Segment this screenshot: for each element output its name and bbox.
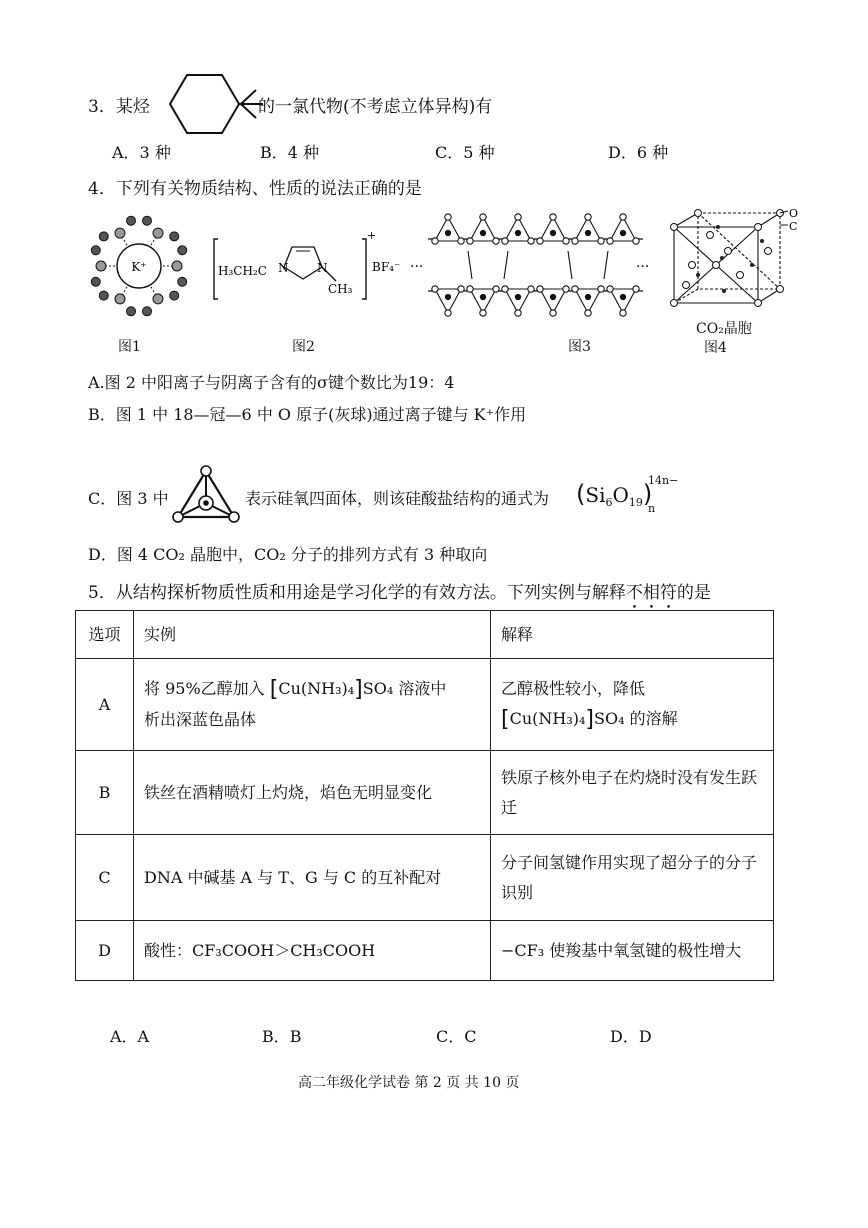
oxygen-atom xyxy=(537,286,543,292)
oxygen-atom xyxy=(572,286,578,292)
oxygen-atom xyxy=(620,310,626,316)
oxygen-atom xyxy=(458,238,464,244)
crown-atom xyxy=(178,277,187,286)
oxygen-atom xyxy=(528,286,534,292)
q3-option-a[interactable]: A．3 种 xyxy=(112,143,171,162)
silicon-atom xyxy=(550,230,555,235)
coordination-line xyxy=(151,237,156,245)
q3-stem xyxy=(88,92,150,117)
silicon-atom xyxy=(620,230,625,235)
crown-atom xyxy=(172,261,182,271)
silicon-atom xyxy=(445,230,450,235)
row-a-ex3: 析出深蓝色晶体 xyxy=(144,710,257,729)
crown-atom xyxy=(91,277,100,286)
fig3-label: 图3 xyxy=(568,339,591,355)
crown-atom xyxy=(178,246,187,255)
crown-atom xyxy=(142,307,151,316)
oxygen-atom xyxy=(480,310,486,316)
header-explanation: 解释 xyxy=(491,611,774,659)
figure-3-silicate-chain xyxy=(408,205,658,327)
q4-c-pre: C．图 3 中 xyxy=(88,489,169,508)
crown-atom xyxy=(115,294,125,304)
fig3-dots-left: ··· xyxy=(410,259,424,275)
oxygen-atom xyxy=(550,214,556,220)
row-b-example: 铁丝在酒精喷灯上灼烧，焰色无明显变化 xyxy=(134,751,491,835)
q4-c-post: 表示硅氧四面体，则该硅酸盐结构的通式为 xyxy=(245,489,550,508)
row-b-option: B xyxy=(76,751,134,835)
crown-atom xyxy=(115,228,125,238)
row-a-exp2: SO₄ 的溶解 xyxy=(594,709,678,728)
crown-atom xyxy=(153,294,163,304)
crown-atom xyxy=(170,232,179,241)
formula-o-n: 19 xyxy=(628,496,643,509)
figure-4-co2-cell xyxy=(662,205,802,317)
q3-option-c[interactable]: C．5 种 xyxy=(435,143,495,162)
header-example: 实例 xyxy=(134,611,491,659)
q5-option-c[interactable]: C．C xyxy=(436,1027,477,1046)
crown-atom xyxy=(99,291,108,300)
fig2-n1: N xyxy=(278,261,289,275)
table-row xyxy=(76,751,774,835)
fig1-ion: K⁺ xyxy=(131,260,147,274)
fig2-label: 图2 xyxy=(292,339,315,355)
row-c-option: C xyxy=(76,835,134,921)
crown-atom xyxy=(91,246,100,255)
q3-post: 的一氯代物(不考虑立体异构)有 xyxy=(258,97,493,117)
oxygen-atom xyxy=(585,310,591,316)
coordination-line xyxy=(123,287,128,295)
q5-stem-emphasis: 不相符 xyxy=(625,583,677,603)
figure-1-crown-ether xyxy=(84,208,194,326)
q4-option-a[interactable]: A.图 2 中阳离子与阴离子含有的σ键个数比为19：4 xyxy=(88,373,455,392)
row-a-complex: Cu(NH₃)₄ xyxy=(278,679,355,698)
coordination-line xyxy=(151,287,156,295)
q4-stem: 4．下列有关物质结构、性质的说法正确的是 xyxy=(88,179,422,199)
fig4-label: 图4 xyxy=(704,340,727,356)
table-row xyxy=(76,921,774,981)
oxygen-atom xyxy=(445,310,451,316)
row-c-example: DNA 中碱基 A 与 T、G 与 C 的互补配对 xyxy=(134,835,491,921)
oxygen-atom xyxy=(620,214,626,220)
silicon-atom xyxy=(585,294,590,299)
crown-atom xyxy=(127,216,136,225)
oxygen-atom xyxy=(502,286,508,292)
oxygen-atom xyxy=(598,286,604,292)
fig4-legend-o: O xyxy=(789,207,799,220)
oxygen-atom xyxy=(515,214,521,220)
hydrocarbon-structure xyxy=(160,68,264,140)
q5-option-b[interactable]: B．B xyxy=(262,1027,302,1046)
chain-bond xyxy=(468,251,472,279)
page-footer: 高二年级化学试卷 第 2 页 共 10 页 xyxy=(298,1075,520,1091)
crown-atom xyxy=(170,291,179,300)
oxygen-atom xyxy=(458,286,464,292)
crown-atom xyxy=(96,261,106,271)
q4-option-d[interactable]: D．图 4 CO₂ 晶胞中，CO₂ 分子的排列方式有 3 种取向 xyxy=(88,545,488,564)
chain-bond xyxy=(504,251,508,279)
q3-pre: 某烃 xyxy=(115,97,150,117)
silicate-formula: $(Si_6O_{19})$ 14n− n xyxy=(576,474,679,515)
oxygen-atom xyxy=(432,238,438,244)
formula-si: Si xyxy=(585,483,606,507)
oxygen-atom xyxy=(493,238,499,244)
oxygen-atom xyxy=(563,286,569,292)
q5-stem xyxy=(88,578,711,613)
figure-2-ionic-liquid xyxy=(210,225,410,305)
row-a-ex2: SO₄ 溶液中 xyxy=(362,679,447,698)
q3-option-d[interactable]: D．6 种 xyxy=(608,143,669,162)
formula-si-n: 6 xyxy=(605,496,613,509)
oxygen-atom xyxy=(607,286,613,292)
q5-option-d[interactable]: D．D xyxy=(610,1027,652,1046)
row-b-explanation: 铁原子核外电子在灼烧时没有发生跃迁 xyxy=(491,751,774,835)
q5-stem-post: 的是 xyxy=(676,583,711,603)
header-option: 选项 xyxy=(76,611,134,659)
silica-tetrahedron-icon xyxy=(172,465,240,523)
fig4-legend-c: C xyxy=(789,220,798,233)
silicon-atom xyxy=(620,294,625,299)
formula-sub: n xyxy=(648,502,656,515)
row-d-example: 酸性：CF₃COOH＞CH₃COOH xyxy=(134,921,491,981)
row-a-option: A xyxy=(76,659,134,751)
row-d-option: D xyxy=(76,921,134,981)
oxygen-atom xyxy=(528,238,534,244)
fig4-caption: CO₂晶胞 xyxy=(696,321,752,337)
oxygen-atom xyxy=(467,286,473,292)
silicon-atom xyxy=(445,294,450,299)
oxygen-atom xyxy=(467,238,473,244)
silicon-atom xyxy=(515,294,520,299)
row-d-explanation: −CF₃ 使羧基中氧氢键的极性增大 xyxy=(491,921,774,981)
row-a-ex1: 将 95%乙醇加入 xyxy=(144,679,265,698)
oxygen-atom xyxy=(598,238,604,244)
oxygen-atom xyxy=(537,238,543,244)
row-a-exp1: 乙醇极性较小，降低 xyxy=(501,679,646,698)
table-row xyxy=(76,659,774,751)
oxygen-atom xyxy=(572,238,578,244)
chain-bond xyxy=(568,251,572,279)
q3-number: 3． xyxy=(88,97,116,117)
oxygen-atom xyxy=(563,238,569,244)
fig2-anion: BF₄⁻ xyxy=(372,260,401,274)
silicon-atom xyxy=(480,294,485,299)
oxygen-atom xyxy=(633,238,639,244)
q4-option-c[interactable] xyxy=(88,486,169,509)
row-a-explanation: 乙醇极性较小，降低 [Cu(NH₃)₄]SO₄ 的溶解 xyxy=(491,659,774,751)
crown-atom xyxy=(153,228,163,238)
oxygen-atom xyxy=(493,286,499,292)
q5-table xyxy=(75,610,774,981)
row-a-example: 将 95%乙醇加入 [Cu(NH₃)₄]SO₄ 溶液中 析出深蓝色晶体 xyxy=(134,659,491,751)
q4-option-b[interactable]: B．图 1 中 18—冠—6 中 O 原子(灰球)通过离子键与 K⁺作用 xyxy=(88,405,527,424)
fig2-n2: N xyxy=(317,261,328,275)
fig2-charge: + xyxy=(367,229,377,242)
q3-option-b[interactable]: B．4 种 xyxy=(260,143,320,162)
formula-o: O xyxy=(612,483,629,507)
oxygen-atom xyxy=(607,238,613,244)
silicon-atom xyxy=(480,230,485,235)
crown-atom xyxy=(99,232,108,241)
fig3-dots-right: ··· xyxy=(636,259,650,275)
oxygen-atom xyxy=(445,214,451,220)
oxygen-atom xyxy=(515,310,521,316)
coordination-line xyxy=(123,237,128,245)
crown-atom xyxy=(142,216,151,225)
table-row xyxy=(76,835,774,921)
fig1-label: 图1 xyxy=(118,339,141,355)
formula-sup: 14n− xyxy=(648,474,679,487)
oxygen-atom xyxy=(633,286,639,292)
silicon-atom xyxy=(515,230,520,235)
oxygen-atom xyxy=(585,214,591,220)
oxygen-atom xyxy=(550,310,556,316)
oxygen-atom xyxy=(480,214,486,220)
fig2-ethyl: H₃CH₂C xyxy=(218,264,267,278)
silicon-atom xyxy=(585,230,590,235)
oxygen-atom xyxy=(502,238,508,244)
q5-option-a[interactable]: A．A xyxy=(110,1027,150,1046)
table-header-row xyxy=(76,611,774,659)
row-c-explanation: 分子间氢键作用实现了超分子的分子识别 xyxy=(491,835,774,921)
crown-atom xyxy=(127,307,136,316)
silicon-atom xyxy=(550,294,555,299)
chain-bond xyxy=(604,251,608,279)
fig2-methyl: CH₃ xyxy=(328,282,353,296)
q5-stem-pre: 5．从结构探析物质性质和用途是学习化学的有效方法。下列实例与解释 xyxy=(88,583,626,603)
oxygen-atom xyxy=(432,286,438,292)
row-a-exp-complex: Cu(NH₃)₄ xyxy=(509,709,586,728)
